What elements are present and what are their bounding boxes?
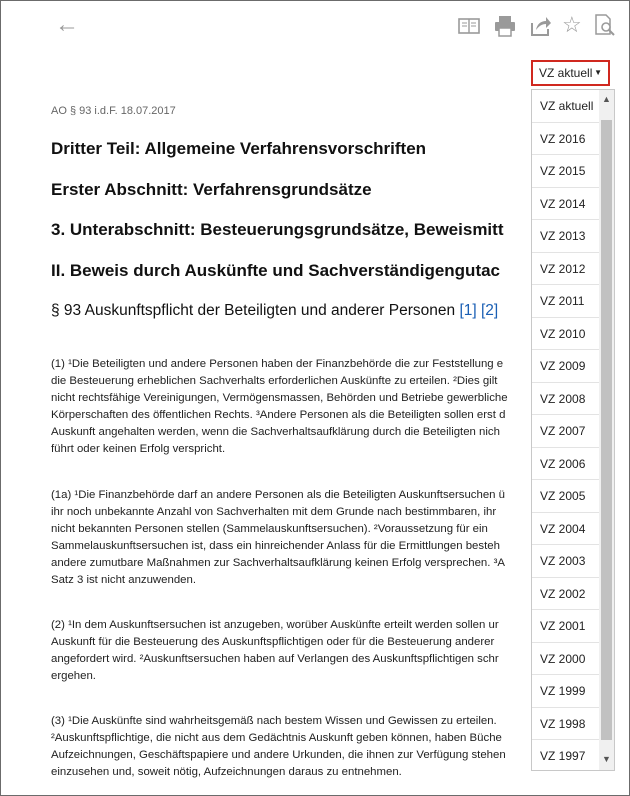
paragraph-line: die Besteuerung erheblichen Sachverhalts erforderlichen Auskünfte zu erteilen. ²Dies gilt <box>51 375 498 387</box>
version-select-label: VZ aktuell <box>539 66 593 80</box>
dropdown-option[interactable]: VZ 2016 <box>532 123 600 156</box>
paragraph-line: Satz 3 ist nicht anzuwenden. <box>51 574 197 586</box>
heading-subsection: 3. Unterabschnitt: Besteuerungsgrundsätze, Beweismitt <box>51 220 504 239</box>
paragraph-line: Auskunft für die Besteuerung des Auskunftspflichtigen oder für die Besteuerung anderer <box>51 636 495 648</box>
dropdown-option[interactable]: VZ 2013 <box>532 220 600 253</box>
paragraph-line: (1) ¹Die Beteiligten und andere Personen haben der Finanzbehörde die zur Feststellung e <box>51 358 504 370</box>
paragraph-line: nicht bekannten Personen stellen (Sammelauskunftsersuchen). ²Voraussetzung für ein <box>51 523 488 535</box>
paragraph-line: Körperschaften des öffentlichen Rechts. ³Andere Personen als die Beteiligten sollen erst d <box>51 409 506 421</box>
paragraph-line: nicht rechtsfähige Vereinigungen, Vermögensmassen, Behörden und Betriebe gewerbliche <box>51 392 508 404</box>
dropdown-option[interactable]: VZ 2015 <box>532 155 600 188</box>
scroll-down-icon[interactable]: ▼ <box>602 754 611 764</box>
paragraph-1a <box>51 487 531 589</box>
version-dropdown-list[interactable] <box>531 89 615 771</box>
dropdown-option[interactable]: VZ 2002 <box>532 578 600 611</box>
paragraph-line: andere zumutbare Maßnahmen zur Sachverhaltsaufklärung keinen Erfolg versprechen. ³A <box>51 557 505 569</box>
footnote-link-1[interactable]: [1] <box>459 302 477 319</box>
dropdown-option[interactable]: VZ 2009 <box>532 350 600 383</box>
scroll-up-icon[interactable]: ▲ <box>602 94 611 104</box>
paragraph-line: Auskunft angehalten werden, wenn die Sachverhaltsaufklärung durch die Beteiligten nich <box>51 426 500 438</box>
section-title-text: § 93 Auskunftspflicht der Beteiligten und anderer Personen <box>51 302 460 319</box>
footnote-link-2[interactable]: [2] <box>480 302 499 319</box>
paragraph-line: (1a) ¹Die Finanzbehörde darf an andere Personen als die Beteiligten Auskunftsersuchen ü <box>51 489 506 501</box>
paragraph-line: (2) ¹In dem Auskunftsersuchen ist anzugeben, worüber Auskünfte erteilt werden sollen ur <box>51 619 499 631</box>
dropdown-option[interactable]: VZ 2007 <box>532 415 600 448</box>
heading-title: II. Beweis durch Auskünfte und Sachverständigengutac <box>51 261 501 280</box>
dropdown-option[interactable]: VZ 2011 <box>532 285 600 318</box>
paragraph-2 <box>51 617 531 685</box>
dropdown-option[interactable]: VZ 1999 <box>532 675 600 708</box>
document-content <box>51 0 531 796</box>
version-select-button[interactable] <box>531 60 610 86</box>
dropdown-option[interactable]: VZ 1997 <box>532 740 600 771</box>
paragraph-line: ergehen. <box>51 670 96 682</box>
share-icon[interactable] <box>530 15 552 42</box>
paragraph-line: ²Auskunftspflichtige, die nicht aus dem Gedächtnis Auskunft geben können, haben Büche <box>51 732 502 744</box>
dropdown-option[interactable]: VZ aktuell <box>532 90 600 123</box>
dropdown-option[interactable]: VZ 2004 <box>532 513 600 546</box>
dropdown-option[interactable]: VZ 1998 <box>532 708 600 741</box>
star-icon[interactable]: ☆ <box>562 12 582 37</box>
heading-section: Erster Abschnitt: Verfahrensgrundsätze <box>51 180 372 199</box>
paragraph-line: Aufzeichnungen, Geschäftspapiere und andere Urkunden, die ihnen zur Verfügung stehen <box>51 749 506 761</box>
paragraph-3 <box>51 713 531 781</box>
dropdown-option[interactable]: VZ 2003 <box>532 545 600 578</box>
dropdown-option[interactable]: VZ 2000 <box>532 643 600 676</box>
heading-part: Dritter Teil: Allgemeine Verfahrensvorschriften <box>51 139 427 158</box>
dropdown-option[interactable]: VZ 2014 <box>532 188 600 221</box>
paragraph-line: führt oder keinen Erfolg verspricht. <box>51 443 226 455</box>
paragraph-line: Sammelauskunftsersuchen ist, dass ein hinreichender Anlass für die Ermittlungen besteh <box>51 540 500 552</box>
back-arrow-icon[interactable]: ← <box>55 11 79 38</box>
dropdown-option[interactable]: VZ 2012 <box>532 253 600 286</box>
paragraph-line: einzusehen und, soweit nötig, Aufzeichnungen daraus zu entnehmen. <box>51 766 402 778</box>
dropdown-option[interactable]: VZ 2001 <box>532 610 600 643</box>
paragraph-1 <box>51 356 531 458</box>
dropdown-option[interactable]: VZ 2010 <box>532 318 600 351</box>
dropdown-options <box>532 90 600 771</box>
caret-down-icon: ▼ <box>594 68 602 77</box>
paragraph-line: angefordert wird. ²Auskunftsersuchen haben auf Verlangen des Auskunftspflichtigen schr <box>51 653 499 665</box>
dropdown-option[interactable]: VZ 2006 <box>532 448 600 481</box>
document-meta: AO § 93 i.d.F. 18.07.2017 <box>51 105 176 117</box>
paragraph-line: (3) ¹Die Auskünfte sind wahrheitsgemäß nach bestem Wissen und Gewissen zu erteilen. <box>51 715 497 727</box>
dropdown-scrollbar[interactable] <box>599 90 614 770</box>
dropdown-option[interactable]: VZ 2008 <box>532 383 600 416</box>
search-document-icon[interactable] <box>594 14 616 41</box>
paragraph-line: ihr noch unbekannte Anzahl von Sachverhalten mit dem Grunde nach bestimmbaren, ihr <box>51 506 497 518</box>
dropdown-option[interactable]: VZ 2005 <box>532 480 600 513</box>
section-title <box>51 302 498 320</box>
scrollbar-thumb[interactable] <box>601 120 612 740</box>
